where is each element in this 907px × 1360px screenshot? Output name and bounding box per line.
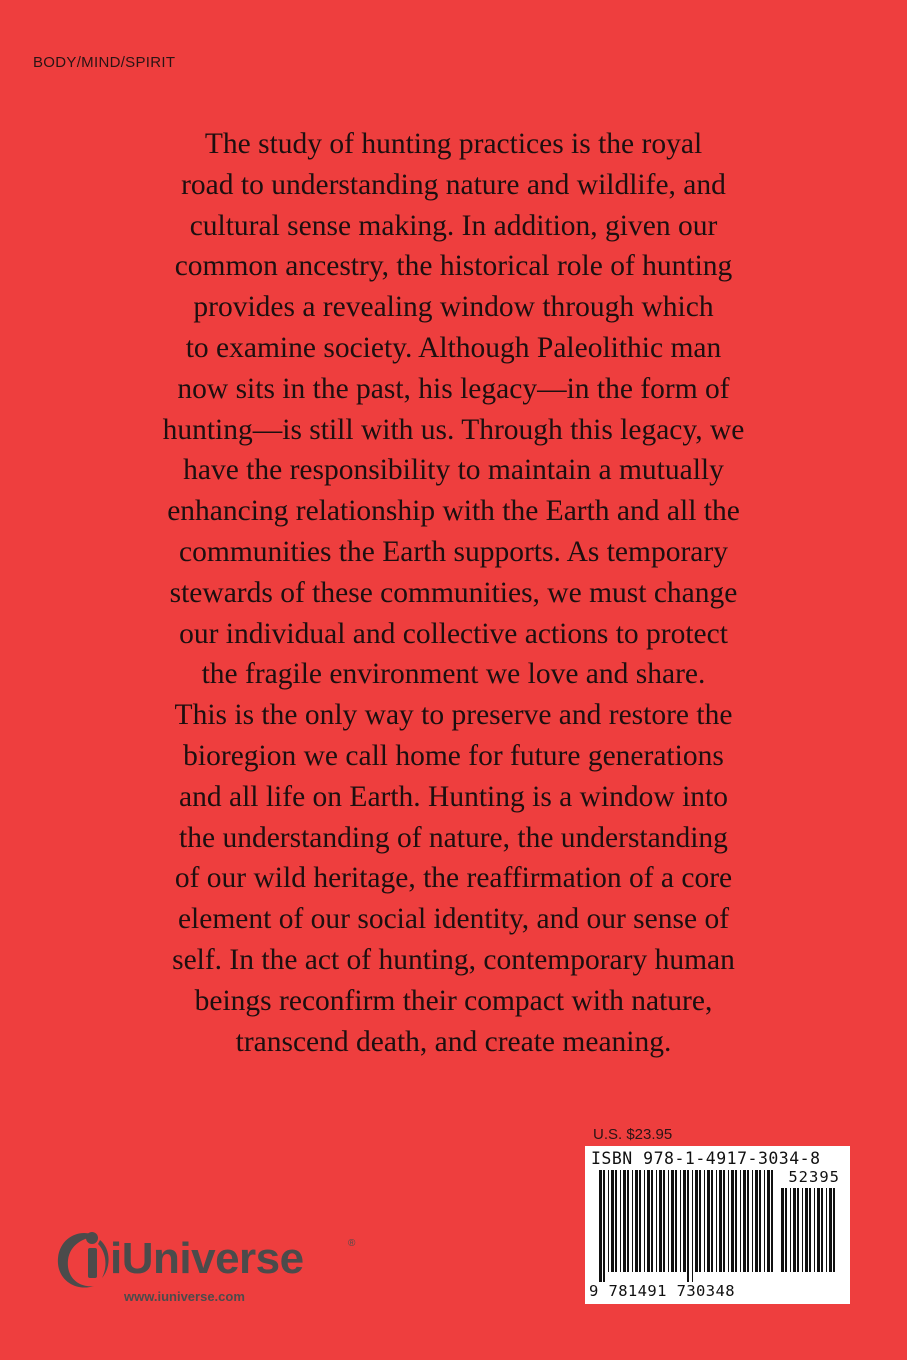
blurb-line: transcend death, and create meaning. <box>235 1025 672 1058</box>
barcode-bar <box>611 1170 614 1272</box>
barcode-bar <box>735 1170 737 1272</box>
barcode-bar <box>627 1170 629 1272</box>
blurb-line: common ancestry, the historical role of hunting <box>174 250 733 283</box>
barcode-bar <box>663 1170 665 1272</box>
price-code: 52395 <box>788 1168 840 1186</box>
barcode-bar <box>603 1170 605 1282</box>
barcode-bar <box>623 1170 626 1272</box>
blurb-line: beings reconfirm their compact with nature, <box>194 984 713 1017</box>
barcode-bar <box>671 1170 674 1272</box>
barcode-bar <box>680 1170 681 1272</box>
blurb-line: road to understanding nature and wildlife, and <box>181 168 726 201</box>
barcode-bar <box>755 1170 758 1272</box>
barcode-bar <box>814 1188 815 1272</box>
barcode-bar <box>747 1170 749 1272</box>
barcode-bar <box>683 1170 686 1272</box>
barcode-bar <box>752 1170 753 1272</box>
barcode-bar <box>599 1170 602 1282</box>
barcode-bar <box>639 1170 641 1272</box>
barcode-bar <box>699 1170 701 1272</box>
barcode-bar <box>647 1170 650 1272</box>
barcode-bar <box>687 1170 689 1282</box>
barcode-bar <box>821 1188 823 1272</box>
barcode-bar <box>608 1170 609 1272</box>
ean-digits: 9 781491 730348 <box>589 1282 735 1300</box>
barcode-bar <box>793 1188 796 1272</box>
blurb-line: enhancing relationship with the Earth and all the <box>167 495 740 528</box>
addon-barcode-bars <box>781 1188 839 1282</box>
blurb-line: element of our social identity, and our sense of <box>177 903 730 936</box>
barcode-bar <box>740 1170 741 1272</box>
blurb-line: The study of hunting practices is the royal <box>204 128 703 160</box>
barcode-bar <box>829 1188 832 1272</box>
barcode-bar <box>695 1170 698 1272</box>
barcode-bar <box>781 1188 784 1272</box>
iuniverse-swirl-logo-icon <box>52 1226 116 1292</box>
barcode-bar <box>790 1188 791 1272</box>
barcode-bar <box>620 1170 621 1272</box>
blurb-line: have the responsibility to maintain a mutually <box>183 454 724 487</box>
barcode-bar <box>802 1188 803 1272</box>
category-label: BODY/MIND/SPIRIT <box>33 54 176 71</box>
back-cover-blurb <box>110 124 797 1062</box>
barcode-bar <box>651 1170 653 1272</box>
publisher-url[interactable]: www.iuniverse.com <box>124 1289 245 1304</box>
isbn-number: ISBN 978-1-4917-3034-8 <box>591 1149 821 1168</box>
barcode-bar <box>771 1170 773 1272</box>
price-label: U.S. $23.95 <box>593 1126 673 1143</box>
isbn-barcode <box>585 1146 850 1304</box>
blurb-line: to examine society. Although Paleolithic man <box>185 331 722 364</box>
barcode-bar <box>711 1170 713 1272</box>
barcode-bar <box>615 1170 617 1272</box>
blurb-line: the understanding of nature, the understanding <box>179 821 728 854</box>
barcode-bar <box>833 1188 835 1272</box>
barcode-bar <box>704 1170 705 1272</box>
barcode-bar <box>659 1170 662 1272</box>
barcode-bar <box>809 1188 811 1272</box>
barcode-bar <box>675 1170 677 1272</box>
blurb-line: now sits in the past, his legacy—in the form of <box>177 372 730 405</box>
barcode-bar <box>817 1188 820 1272</box>
barcode-bar <box>728 1170 729 1272</box>
barcode-bar <box>668 1170 669 1272</box>
barcode-bar <box>826 1188 827 1272</box>
barcode-bar <box>731 1170 734 1272</box>
barcode-bar <box>785 1188 787 1272</box>
blurb-line: cultural sense making. In addition, given our <box>189 209 718 242</box>
blurb-line: of our wild heritage, the reaffirmation of a core <box>174 862 733 895</box>
barcode-bar <box>767 1170 770 1272</box>
barcode-bar <box>805 1188 808 1272</box>
blurb-line: self. In the act of hunting, contemporary human <box>172 943 735 976</box>
barcode-bar <box>759 1170 761 1272</box>
barcode-bar <box>797 1188 799 1272</box>
blurb-line: communities the Earth supports. As temporary <box>179 535 728 568</box>
barcode-bar <box>632 1170 633 1272</box>
barcode-bar <box>635 1170 638 1272</box>
blurb-line: bioregion we call home for future generations <box>183 739 724 772</box>
blurb-line: our individual and collective actions to protect <box>179 617 728 650</box>
barcode-bar <box>743 1170 746 1272</box>
barcode-bar <box>719 1170 722 1272</box>
blurb-line: the fragile environment we love and share. <box>201 658 706 691</box>
publisher-name: iUniverse <box>110 1234 304 1283</box>
barcode-bar <box>656 1170 657 1272</box>
barcode-bar <box>716 1170 717 1272</box>
blurb-line: and all life on Earth. Hunting is a window into <box>179 780 728 813</box>
blurb-line: provides a revealing window through which <box>193 291 714 324</box>
blurb-line: This is the only way to preserve and restore the <box>174 699 733 732</box>
ean-barcode-bars <box>599 1170 775 1282</box>
barcode-bar <box>707 1170 710 1272</box>
registered-mark: ® <box>348 1238 356 1249</box>
barcode-bar <box>644 1170 645 1272</box>
barcode-bar <box>692 1170 693 1282</box>
barcode-bar <box>764 1170 765 1272</box>
blurb-line: stewards of these communities, we must change <box>169 576 738 609</box>
blurb-line: hunting—is still with us. Through this legacy, we <box>162 413 745 446</box>
barcode-bar <box>723 1170 725 1272</box>
